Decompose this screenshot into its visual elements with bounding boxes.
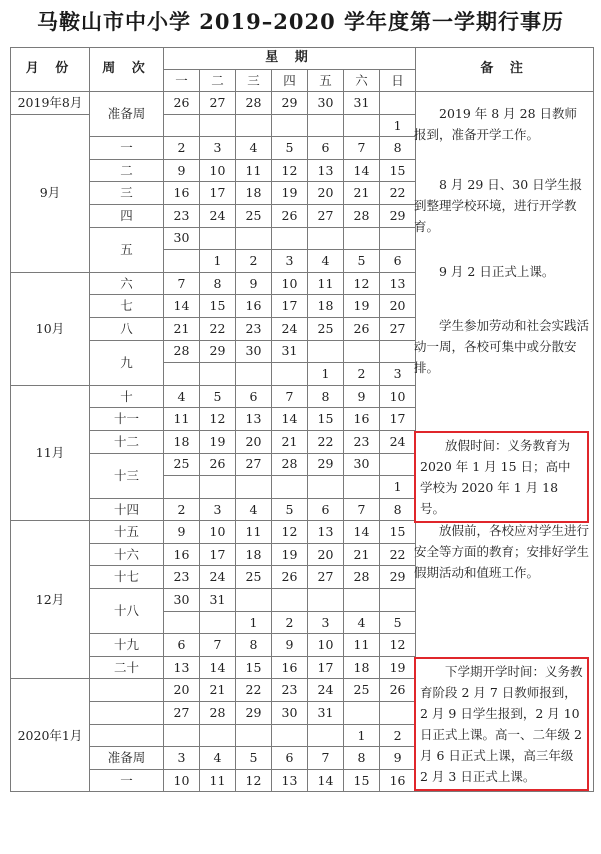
day-cell: 6 bbox=[272, 747, 308, 770]
day-cell bbox=[272, 114, 308, 137]
day-cell: 18 bbox=[236, 182, 272, 205]
day-cell: 22 bbox=[236, 679, 272, 702]
day-cell bbox=[308, 724, 344, 747]
day-cell: 13 bbox=[164, 656, 200, 679]
week-label: 六 bbox=[90, 272, 164, 295]
header-weekday: 日 bbox=[380, 70, 416, 92]
day-cell: 26 bbox=[272, 204, 308, 227]
day-cell: 30 bbox=[308, 92, 344, 115]
day-cell: 14 bbox=[344, 159, 380, 182]
day-cell: 12 bbox=[236, 769, 272, 792]
day-cell bbox=[344, 114, 380, 137]
day-cell: 7 bbox=[200, 634, 236, 657]
day-cell: 27 bbox=[308, 566, 344, 589]
day-cell bbox=[308, 589, 344, 612]
week-label: 一 bbox=[90, 769, 164, 792]
day-cell bbox=[200, 476, 236, 499]
day-cell: 28 bbox=[344, 566, 380, 589]
day-cell: 29 bbox=[236, 702, 272, 725]
day-cell bbox=[344, 227, 380, 250]
week-label bbox=[90, 702, 164, 725]
day-cell: 11 bbox=[308, 272, 344, 295]
day-cell: 8 bbox=[236, 634, 272, 657]
day-cell: 3 bbox=[200, 498, 236, 521]
day-cell: 19 bbox=[344, 295, 380, 318]
day-cell: 13 bbox=[236, 408, 272, 431]
day-cell: 11 bbox=[164, 408, 200, 431]
day-cell: 15 bbox=[380, 521, 416, 544]
day-cell bbox=[308, 476, 344, 499]
day-cell: 26 bbox=[344, 317, 380, 340]
day-cell: 26 bbox=[200, 453, 236, 476]
week-label: 十六 bbox=[90, 543, 164, 566]
day-cell: 17 bbox=[200, 543, 236, 566]
day-cell: 22 bbox=[380, 543, 416, 566]
day-cell: 28 bbox=[236, 92, 272, 115]
week-label: 准备周 bbox=[90, 747, 164, 770]
day-cell: 9 bbox=[164, 521, 200, 544]
month-label: 11月 bbox=[11, 385, 90, 521]
day-cell bbox=[272, 476, 308, 499]
day-cell: 6 bbox=[308, 498, 344, 521]
day-cell: 4 bbox=[344, 611, 380, 634]
header-weekday-group: 星 期 bbox=[164, 48, 416, 70]
day-cell: 13 bbox=[308, 521, 344, 544]
day-cell: 1 bbox=[380, 476, 416, 499]
day-cell: 15 bbox=[200, 295, 236, 318]
day-cell: 27 bbox=[164, 702, 200, 725]
day-cell: 17 bbox=[272, 295, 308, 318]
day-cell: 12 bbox=[380, 634, 416, 657]
week-label: 十一 bbox=[90, 408, 164, 431]
day-cell: 25 bbox=[344, 679, 380, 702]
day-cell: 24 bbox=[272, 317, 308, 340]
day-cell: 22 bbox=[200, 317, 236, 340]
day-cell: 28 bbox=[344, 204, 380, 227]
week-label: 二十 bbox=[90, 656, 164, 679]
day-cell bbox=[236, 589, 272, 612]
day-cell: 17 bbox=[308, 656, 344, 679]
note: 9 月 2 日正式上课。 bbox=[439, 264, 555, 279]
day-cell: 27 bbox=[200, 92, 236, 115]
day-cell: 10 bbox=[308, 634, 344, 657]
day-cell: 7 bbox=[344, 137, 380, 160]
day-cell: 4 bbox=[308, 250, 344, 273]
day-cell: 7 bbox=[308, 747, 344, 770]
day-cell: 16 bbox=[380, 769, 416, 792]
day-cell: 25 bbox=[308, 317, 344, 340]
day-cell: 3 bbox=[164, 747, 200, 770]
day-cell: 16 bbox=[272, 656, 308, 679]
day-cell: 15 bbox=[308, 408, 344, 431]
header-weekday: 三 bbox=[236, 70, 272, 92]
highlighted-note: 放假时间：义务教育为 2020 年 1 月 15 日；高中学校为 2020 年 1 月 18 号。 bbox=[414, 431, 589, 523]
day-cell bbox=[200, 363, 236, 386]
day-cell: 10 bbox=[272, 272, 308, 295]
day-cell: 9 bbox=[380, 747, 416, 770]
day-cell: 2 bbox=[164, 137, 200, 160]
day-cell: 29 bbox=[308, 453, 344, 476]
day-cell: 15 bbox=[236, 656, 272, 679]
day-cell: 19 bbox=[380, 656, 416, 679]
day-cell: 16 bbox=[164, 182, 200, 205]
month-label: 2020年1月 bbox=[11, 679, 90, 792]
day-cell: 5 bbox=[380, 611, 416, 634]
day-cell: 30 bbox=[344, 453, 380, 476]
week-label: 准备周 bbox=[90, 92, 164, 137]
day-cell bbox=[344, 476, 380, 499]
day-cell: 27 bbox=[308, 204, 344, 227]
day-cell: 5 bbox=[272, 137, 308, 160]
week-label: 一 bbox=[90, 137, 164, 160]
day-cell bbox=[164, 476, 200, 499]
day-cell: 31 bbox=[272, 340, 308, 363]
day-cell: 20 bbox=[164, 679, 200, 702]
day-cell: 21 bbox=[272, 430, 308, 453]
day-cell: 6 bbox=[380, 250, 416, 273]
day-cell bbox=[200, 724, 236, 747]
day-cell: 5 bbox=[272, 498, 308, 521]
day-cell bbox=[344, 702, 380, 725]
day-cell: 28 bbox=[200, 702, 236, 725]
day-cell: 21 bbox=[164, 317, 200, 340]
day-cell: 3 bbox=[272, 250, 308, 273]
day-cell: 27 bbox=[236, 453, 272, 476]
day-cell: 20 bbox=[308, 543, 344, 566]
week-label: 三 bbox=[90, 182, 164, 205]
day-cell: 12 bbox=[272, 159, 308, 182]
day-cell: 13 bbox=[380, 272, 416, 295]
day-cell: 1 bbox=[380, 114, 416, 137]
day-cell: 11 bbox=[236, 159, 272, 182]
day-cell: 21 bbox=[344, 182, 380, 205]
day-cell: 19 bbox=[272, 543, 308, 566]
month-label: 9月 bbox=[11, 114, 90, 272]
day-cell: 6 bbox=[236, 385, 272, 408]
day-cell: 24 bbox=[200, 204, 236, 227]
page-title: 马鞍山市中小学 2019–2020 学年度第一学期行事历 bbox=[36, 9, 564, 34]
day-cell: 22 bbox=[308, 430, 344, 453]
day-cell: 18 bbox=[164, 430, 200, 453]
day-cell bbox=[344, 340, 380, 363]
day-cell bbox=[308, 114, 344, 137]
day-cell: 29 bbox=[200, 340, 236, 363]
day-cell bbox=[200, 227, 236, 250]
day-cell bbox=[272, 227, 308, 250]
day-cell: 15 bbox=[344, 769, 380, 792]
header-weekday: 五 bbox=[308, 70, 344, 92]
day-cell: 11 bbox=[344, 634, 380, 657]
day-cell bbox=[236, 114, 272, 137]
month-label: 2019年8月 bbox=[11, 92, 90, 115]
day-cell: 24 bbox=[380, 430, 416, 453]
day-cell: 23 bbox=[164, 204, 200, 227]
week-label: 二 bbox=[90, 159, 164, 182]
day-cell bbox=[272, 589, 308, 612]
day-cell: 15 bbox=[380, 159, 416, 182]
note: 2019 年 8 月 28 日教师报到，准备开学工作。 bbox=[414, 106, 578, 142]
note: 8 月 29 日、30 日学生报到整理学校环境，进行开学教育。 bbox=[414, 177, 583, 234]
week-label: 十二 bbox=[90, 430, 164, 453]
day-cell: 3 bbox=[308, 611, 344, 634]
day-cell: 10 bbox=[164, 769, 200, 792]
day-cell: 20 bbox=[236, 430, 272, 453]
header-weekday: 六 bbox=[344, 70, 380, 92]
day-cell: 19 bbox=[200, 430, 236, 453]
note: 放假前，各校应对学生进行安全等方面的教育；安排好学生假期活动和值班工作。 bbox=[414, 523, 590, 580]
week-label: 四 bbox=[90, 204, 164, 227]
day-cell: 5 bbox=[200, 385, 236, 408]
day-cell: 12 bbox=[344, 272, 380, 295]
day-cell: 9 bbox=[344, 385, 380, 408]
day-cell: 10 bbox=[380, 385, 416, 408]
day-cell: 4 bbox=[236, 498, 272, 521]
day-cell: 12 bbox=[200, 408, 236, 431]
day-cell: 17 bbox=[200, 182, 236, 205]
day-cell: 1 bbox=[236, 611, 272, 634]
day-cell: 4 bbox=[200, 747, 236, 770]
day-cell bbox=[236, 227, 272, 250]
day-cell: 11 bbox=[200, 769, 236, 792]
day-cell: 23 bbox=[236, 317, 272, 340]
day-cell bbox=[164, 724, 200, 747]
day-cell: 25 bbox=[236, 204, 272, 227]
day-cell: 8 bbox=[308, 385, 344, 408]
day-cell: 13 bbox=[272, 769, 308, 792]
week-label: 八 bbox=[90, 317, 164, 340]
header-week: 周 次 bbox=[90, 48, 164, 92]
week-label: 十九 bbox=[90, 634, 164, 657]
day-cell: 1 bbox=[308, 363, 344, 386]
day-cell: 25 bbox=[164, 453, 200, 476]
day-cell: 16 bbox=[164, 543, 200, 566]
week-label bbox=[90, 724, 164, 747]
day-cell: 2 bbox=[344, 363, 380, 386]
day-cell bbox=[236, 476, 272, 499]
day-cell bbox=[164, 114, 200, 137]
day-cell: 31 bbox=[200, 589, 236, 612]
week-label: 十五 bbox=[90, 521, 164, 544]
day-cell: 10 bbox=[200, 521, 236, 544]
day-cell bbox=[164, 363, 200, 386]
day-cell: 22 bbox=[380, 182, 416, 205]
day-cell: 30 bbox=[164, 227, 200, 250]
day-cell: 16 bbox=[344, 408, 380, 431]
day-cell: 21 bbox=[200, 679, 236, 702]
day-cell: 26 bbox=[272, 566, 308, 589]
day-cell bbox=[236, 363, 272, 386]
day-cell: 30 bbox=[272, 702, 308, 725]
day-cell: 6 bbox=[164, 634, 200, 657]
day-cell: 28 bbox=[164, 340, 200, 363]
day-cell: 8 bbox=[380, 137, 416, 160]
day-cell: 1 bbox=[344, 724, 380, 747]
notes-column bbox=[410, 47, 593, 847]
month-label: 12月 bbox=[11, 521, 90, 679]
day-cell: 7 bbox=[344, 498, 380, 521]
day-cell: 7 bbox=[272, 385, 308, 408]
highlighted-note: 下学期开学时间：义务教育阶段 2 月 7 日教师报到，2 月 9 日学生报到，2 月 10 日正式上课。高一、二年级 2 月 6 日正式上课，高三年级 2 月 3 日正式上课。 bbox=[414, 657, 589, 791]
day-cell: 4 bbox=[236, 137, 272, 160]
day-cell bbox=[164, 250, 200, 273]
day-cell: 13 bbox=[308, 159, 344, 182]
day-cell: 21 bbox=[344, 543, 380, 566]
day-cell: 7 bbox=[164, 272, 200, 295]
day-cell: 8 bbox=[344, 747, 380, 770]
note: 学生参加劳动和社会实践活动一周，各校可集中或分散安排。 bbox=[414, 318, 590, 375]
header-weekday: 一 bbox=[164, 70, 200, 92]
day-cell: 18 bbox=[344, 656, 380, 679]
day-cell: 17 bbox=[380, 408, 416, 431]
day-cell: 14 bbox=[164, 295, 200, 318]
week-label: 十四 bbox=[90, 498, 164, 521]
week-label: 九 bbox=[90, 340, 164, 385]
week-label bbox=[90, 679, 164, 702]
day-cell: 9 bbox=[236, 272, 272, 295]
day-cell: 23 bbox=[272, 679, 308, 702]
day-cell: 10 bbox=[200, 159, 236, 182]
day-cell: 14 bbox=[344, 521, 380, 544]
day-cell: 9 bbox=[164, 159, 200, 182]
day-cell: 31 bbox=[308, 702, 344, 725]
day-cell: 23 bbox=[164, 566, 200, 589]
day-cell: 12 bbox=[272, 521, 308, 544]
day-cell: 29 bbox=[380, 566, 416, 589]
day-cell: 30 bbox=[164, 589, 200, 612]
week-label: 十三 bbox=[90, 453, 164, 498]
day-cell: 30 bbox=[236, 340, 272, 363]
day-cell bbox=[272, 363, 308, 386]
day-cell: 14 bbox=[308, 769, 344, 792]
day-cell: 8 bbox=[200, 272, 236, 295]
day-cell bbox=[308, 227, 344, 250]
day-cell: 2 bbox=[164, 498, 200, 521]
day-cell: 19 bbox=[272, 182, 308, 205]
header-weekday: 四 bbox=[272, 70, 308, 92]
day-cell bbox=[308, 340, 344, 363]
day-cell: 9 bbox=[272, 634, 308, 657]
header-notes: 备 注 bbox=[416, 48, 594, 92]
day-cell: 5 bbox=[236, 747, 272, 770]
day-cell: 20 bbox=[308, 182, 344, 205]
day-cell: 25 bbox=[236, 566, 272, 589]
week-label: 七 bbox=[90, 295, 164, 318]
header-weekday: 二 bbox=[200, 70, 236, 92]
day-cell: 2 bbox=[380, 724, 416, 747]
day-cell: 26 bbox=[164, 92, 200, 115]
day-cell: 16 bbox=[236, 295, 272, 318]
month-label: 10月 bbox=[11, 272, 90, 385]
header-month: 月 份 bbox=[11, 48, 90, 92]
week-label: 五 bbox=[90, 227, 164, 272]
day-cell: 18 bbox=[236, 543, 272, 566]
day-cell bbox=[236, 724, 272, 747]
day-cell: 29 bbox=[380, 204, 416, 227]
day-cell: 6 bbox=[308, 137, 344, 160]
day-cell: 14 bbox=[200, 656, 236, 679]
day-cell bbox=[272, 724, 308, 747]
day-cell: 24 bbox=[200, 566, 236, 589]
day-cell: 11 bbox=[236, 521, 272, 544]
day-cell: 27 bbox=[380, 317, 416, 340]
day-cell: 18 bbox=[308, 295, 344, 318]
day-cell bbox=[200, 114, 236, 137]
day-cell: 29 bbox=[272, 92, 308, 115]
day-cell: 4 bbox=[164, 385, 200, 408]
day-cell: 24 bbox=[308, 679, 344, 702]
day-cell: 26 bbox=[380, 679, 416, 702]
day-cell: 23 bbox=[344, 430, 380, 453]
day-cell: 8 bbox=[380, 498, 416, 521]
day-cell: 1 bbox=[200, 250, 236, 273]
day-cell bbox=[164, 611, 200, 634]
day-cell: 14 bbox=[272, 408, 308, 431]
week-label: 十八 bbox=[90, 589, 164, 634]
day-cell: 31 bbox=[344, 92, 380, 115]
week-label: 十七 bbox=[90, 566, 164, 589]
day-cell: 3 bbox=[200, 137, 236, 160]
day-cell: 20 bbox=[380, 295, 416, 318]
week-label: 十 bbox=[90, 385, 164, 408]
day-cell bbox=[344, 589, 380, 612]
day-cell: 2 bbox=[236, 250, 272, 273]
day-cell: 28 bbox=[272, 453, 308, 476]
day-cell: 3 bbox=[380, 363, 416, 386]
day-cell: 2 bbox=[272, 611, 308, 634]
day-cell bbox=[200, 611, 236, 634]
day-cell: 5 bbox=[344, 250, 380, 273]
